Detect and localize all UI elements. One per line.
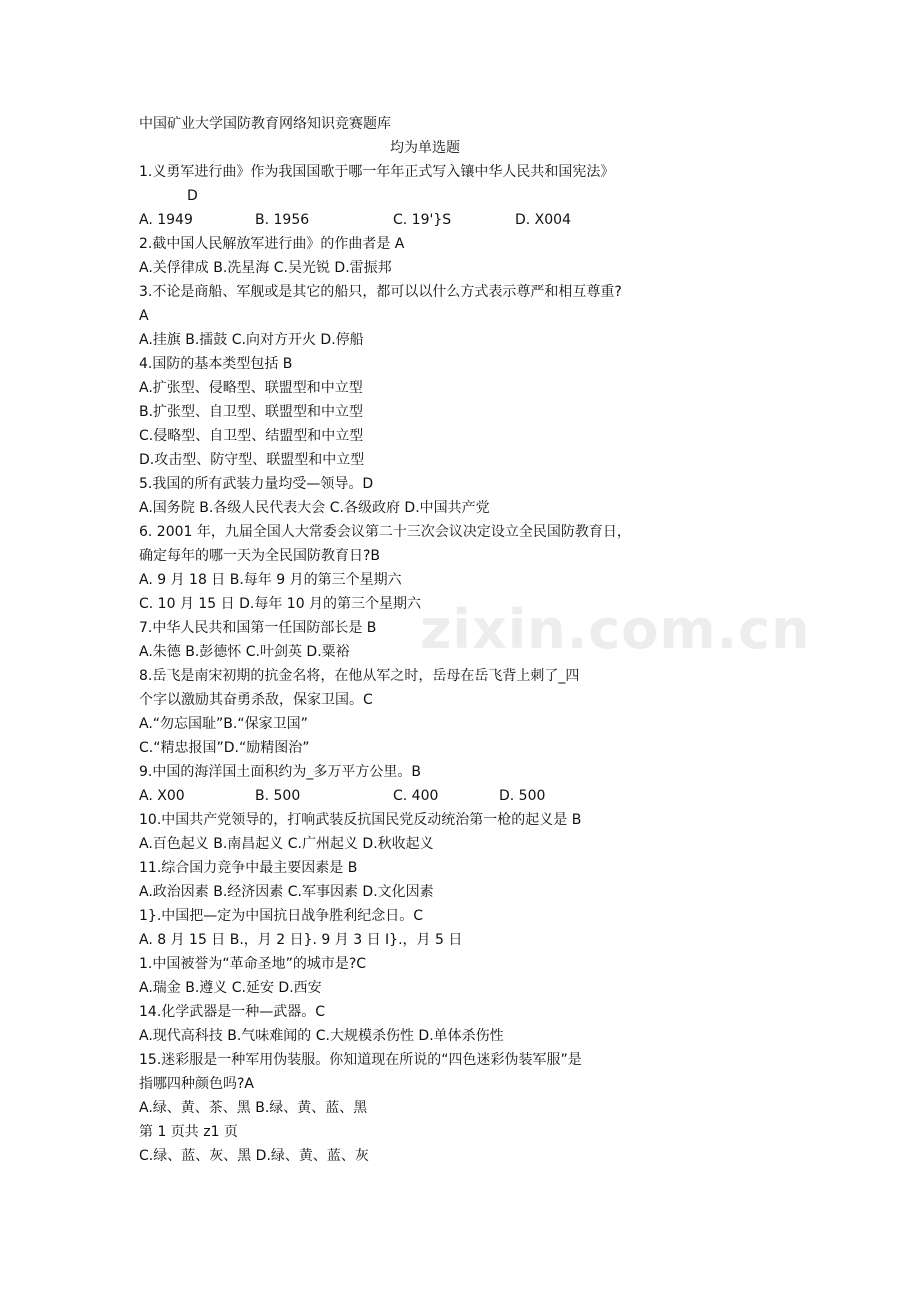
options-text: D.攻击型、防守型、联盟型和中立型 <box>139 452 365 468</box>
question-text: 4.国防的基本类型包括 B <box>139 356 293 372</box>
page-number: 第 1 页共 z1 页 <box>139 1124 238 1140</box>
option-c: C. 400 <box>393 788 439 804</box>
document-title: 中国矿业大学国防教育网络知识竞赛题库 <box>139 116 391 132</box>
question-text: 2.截中国人民解放军进行曲》的作曲者是 A <box>139 236 405 252</box>
option-a: A. 1949 <box>139 212 193 228</box>
question-text: 1.义勇军进行曲》作为我国国歌于哪一年年正式写入镶中华人民共和国宪法》 <box>139 164 615 180</box>
document-subtitle: 均为单选题 <box>390 140 460 156</box>
option-a: A. X00 <box>139 788 185 804</box>
question-text: 10.中国共产党领导的，打响武装反抗国民党反动统治第一枪的起义是 B <box>139 812 582 828</box>
question-text: 1}.中国把—定为中国抗日战争胜利纪念日。C <box>139 908 424 924</box>
question-text: 确定每年的哪一天为全民国防教育日?B <box>139 548 381 564</box>
answer-text: A <box>139 308 149 324</box>
question-text: 11.综合国力竞争中最主要因素是 B <box>139 860 358 876</box>
options-text: A.挂旗 B.擂鼓 C.向对方开火 D.停船 <box>139 332 364 348</box>
options-text: B.扩张型、自卫型、联盟型和中立型 <box>139 404 364 420</box>
question-text: 6. 2001 年，九届全国人大常委会议第二十三次会议决定设立全民国防教育日， <box>139 524 631 540</box>
question-text: 9.中国的海洋国土面积约为_多万平方公里。B <box>139 764 421 780</box>
options-text: A. 8 月 15 日 B.，月 2 日}. 9 月 3 日 I}.，月 5 日 <box>139 932 463 948</box>
question-text: 1.中国被誉为“革命圣地”的城市是?C <box>139 956 367 972</box>
question-text: 15.迷彩服是一种军用伪装服。你知道现在所说的“四色迷彩伪装军服”是 <box>139 1052 582 1068</box>
question-text: 3.不论是商船、军舰或是其它的船只，都可以以什么方式表示尊严和相互尊重? <box>139 284 622 300</box>
option-b: B. 1956 <box>255 212 310 228</box>
options-text: C. 10 月 15 日 D.每年 10 月的第三个星期六 <box>139 596 422 612</box>
question-text: 个字以激励其奋勇杀敌，保家卫国。C <box>139 692 373 708</box>
options-text: A.朱德 B.彭德怀 C.叶剑英 D.粟裕 <box>139 644 350 660</box>
question-text: 8.岳飞是南宋初期的抗金名将，在他从军之时，岳母在岳飞背上刺了_四 <box>139 668 580 684</box>
options-text: A.瑞金 B.遵义 C.延安 D.西安 <box>139 980 322 996</box>
options-text: A.绿、黄、茶、黑 B.绿、黄、蓝、黑 <box>139 1100 368 1116</box>
question-text: 14.化学武器是一种—武器。C <box>139 1004 326 1020</box>
options-text: C.绿、蓝、灰、黑 D.绿、黄、蓝、灰 <box>139 1148 369 1164</box>
options-text: C.侵略型、自卫型、结盟型和中立型 <box>139 428 364 444</box>
options-text: A.关俘律成 B.冼星海 C.吴光锐 D.雷振邦 <box>139 260 392 276</box>
watermark: zixin.com.cn <box>420 598 811 661</box>
option-d: D. X004 <box>515 212 571 228</box>
options-text: A.国务院 B.各级人民代表大会 C.各级政府 D.中国共产党 <box>139 500 490 516</box>
option-d: D. 500 <box>499 788 546 804</box>
options-text: A. 9 月 18 日 B.每年 9 月的第三个星期六 <box>139 572 402 588</box>
answer-text: D <box>187 188 198 204</box>
question-text: 5.我国的所有武装力量均受—领导。D <box>139 476 374 492</box>
options-text: A.百色起义 B.南昌起义 C.广州起义 D.秋收起义 <box>139 836 434 852</box>
options-text: C.“精忠报国”D.“励精图治” <box>139 740 310 756</box>
options-text: A.“勿忘国耻”B.“保家卫国” <box>139 716 308 732</box>
options-text: A.现代高科技 B.气味难闻的 C.大规模杀伤性 D.单体杀伤性 <box>139 1028 504 1044</box>
question-text: 7.中华人民共和国第一任国防部长是 B <box>139 620 377 636</box>
question-text: 指哪四种颜色吗?A <box>139 1076 255 1092</box>
options-text: A.政治因素 B.经济因素 C.军事因素 D.文化因素 <box>139 884 434 900</box>
option-b: B. 500 <box>255 788 301 804</box>
options-text: A.扩张型、侵略型、联盟型和中立型 <box>139 380 363 396</box>
option-c: C. 19'}S <box>393 212 452 228</box>
